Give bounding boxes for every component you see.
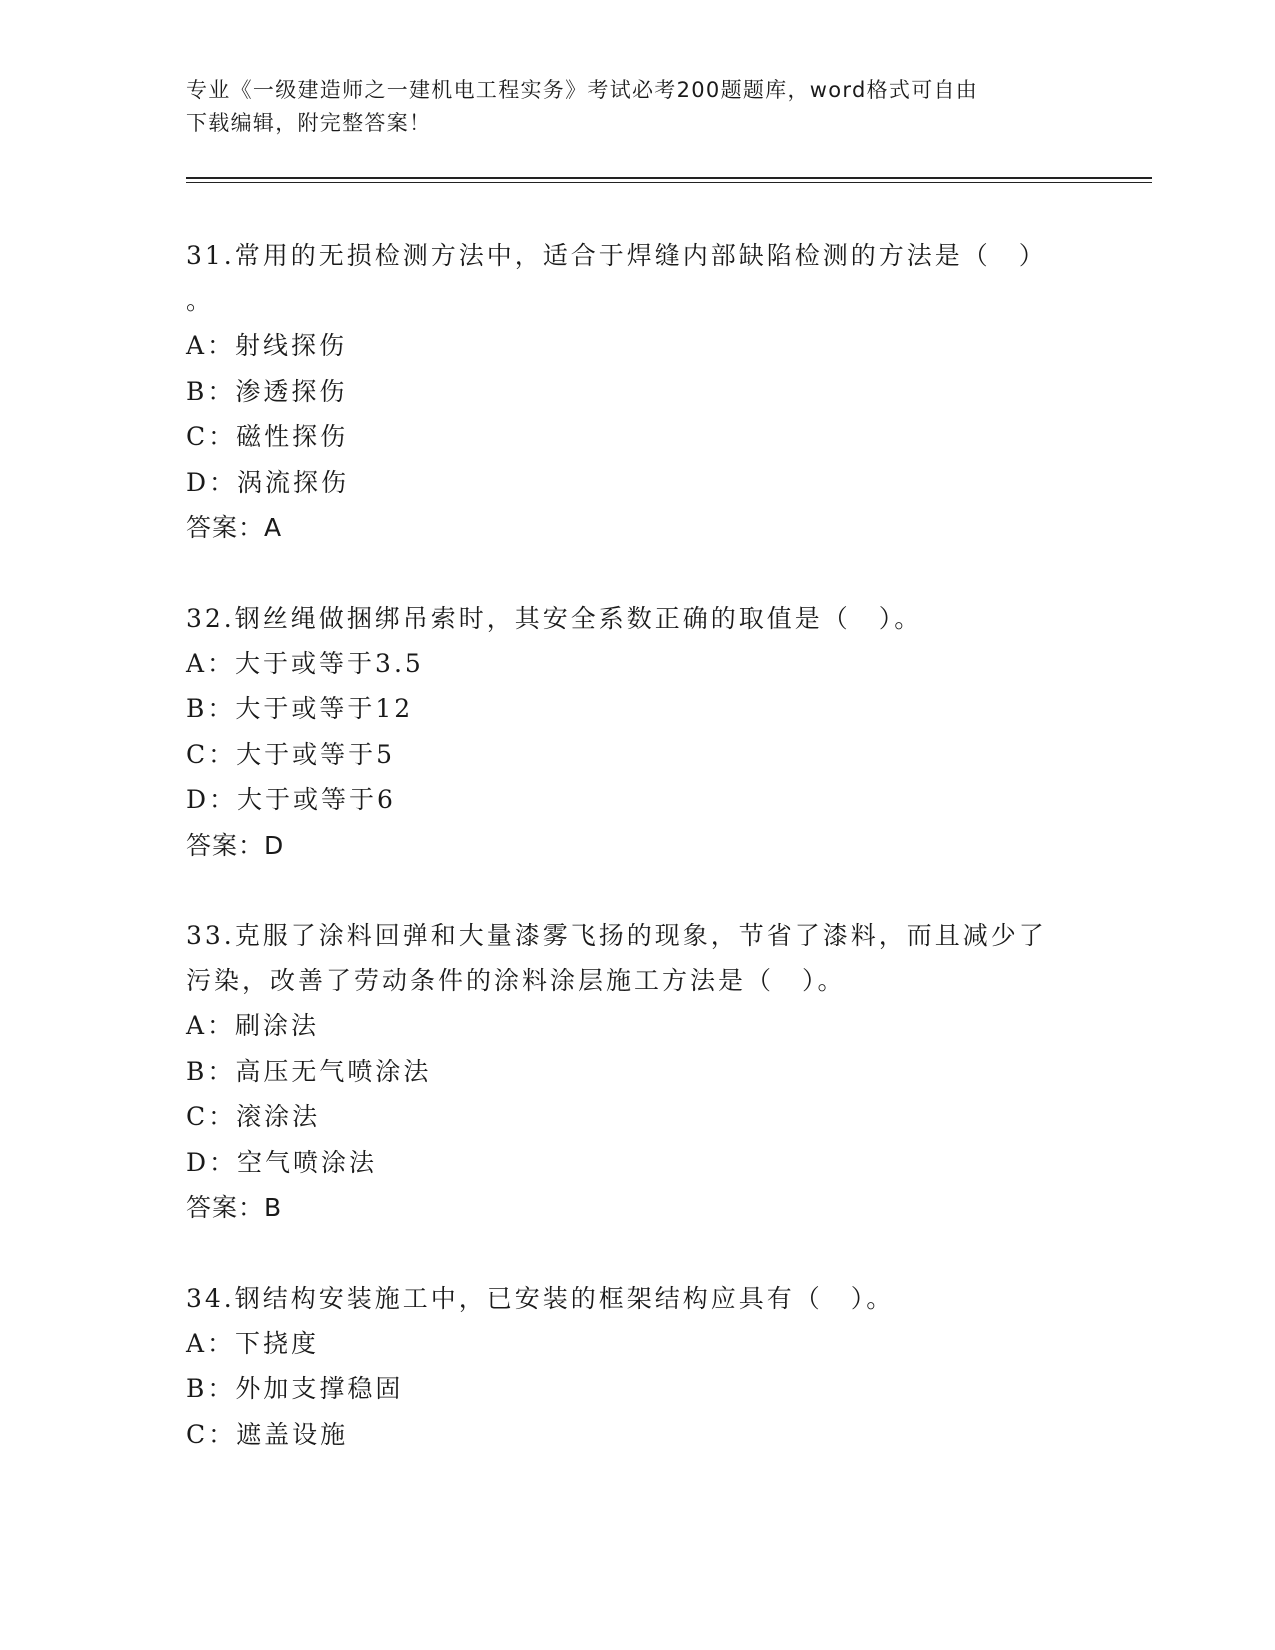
option-a: A：刷涂法 [186, 1011, 320, 1040]
question-stem: 32.钢丝绳做捆绑吊索时，其安全系数正确的取值是（ ）。 [186, 603, 923, 633]
option-c: C：磁性探伤 [186, 422, 349, 451]
question-list [186, 233, 1086, 1502]
question-34 [186, 1276, 1086, 1458]
question-stem-continued: 污染，改善了劳动条件的涂料涂层施工方法是（ ）。 [186, 966, 846, 995]
option-b: B：渗透探伤 [186, 376, 348, 406]
question-stem: 34.钢结构安装施工中，已安装的框架结构应具有（ ）。 [186, 1283, 895, 1313]
header-divider-thin [186, 182, 1152, 183]
header-line-2: 下载编辑，附完整答案！ [186, 111, 432, 135]
option-b: B：高压无气喷涂法 [186, 1056, 432, 1086]
option-a: A：射线探伤 [186, 331, 348, 360]
answer: 答案：A [186, 513, 283, 542]
option-b: B：大于或等于12 [186, 694, 414, 723]
option-d: D：空气喷涂法 [186, 1147, 378, 1177]
answer: 答案：D [186, 830, 285, 860]
option-d: D：大于或等于6 [186, 785, 396, 814]
question-33 [186, 913, 1086, 1231]
question-31 [186, 233, 1086, 551]
option-b: B：外加支撑稳固 [186, 1374, 404, 1403]
option-c: C：大于或等于5 [186, 739, 396, 769]
question-stem: 31.常用的无损检测方法中，适合于焊缝内部缺陷检测的方法是（ ） [186, 241, 1047, 270]
option-a: A：下挠度 [186, 1328, 320, 1358]
option-c: C：滚涂法 [186, 1102, 321, 1131]
header-divider-thick [186, 177, 1152, 179]
question-32 [186, 596, 1086, 869]
option-d: D：涡流探伤 [186, 467, 350, 497]
option-a: A：大于或等于3.5 [186, 648, 424, 678]
option-c: C：遮盖设施 [186, 1419, 349, 1449]
question-stem: 33.克服了涂料回弹和大量漆雾飞扬的现象，节省了漆料，而且减少了 [186, 921, 1047, 950]
answer: 答案：B [186, 1193, 283, 1222]
question-stem-continued: 。 [186, 286, 215, 315]
document-header [186, 74, 1066, 140]
header-line-1: 专业《一级建造师之一建机电工程实务》考试必考200题题库，word格式可自由 [186, 78, 979, 102]
